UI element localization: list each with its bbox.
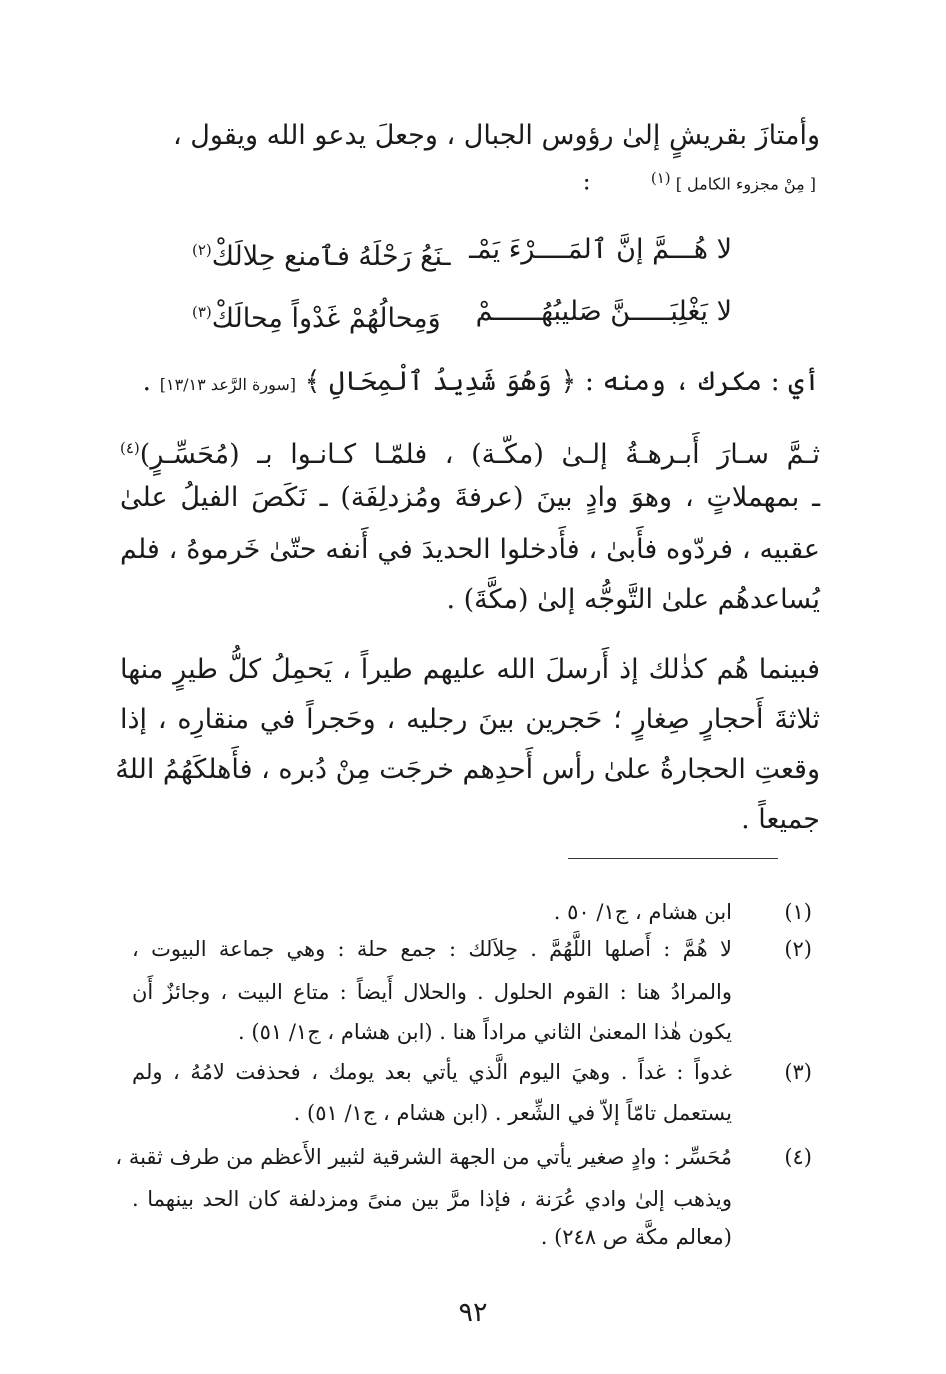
footnote-divider [568, 858, 778, 859]
footnote-ref-4: (٤) [120, 439, 140, 457]
footnote-number: (٢) [784, 937, 812, 961]
intro-line: وأمتازَ بقريشٍ إلىٰ رؤوس الجبال ، وجعلَ يدعو الله ويقول ، [173, 120, 820, 151]
gloss-text: أي : مكرك ، ومنه : [584, 366, 820, 397]
footnote-2-line: والمرادُ هنا : القوم الحلول . والحلال أَيضاً : متاع البيت ، وجائزٌ أَن [132, 980, 732, 1004]
verse-1 [192, 228, 732, 272]
footnote-2-line: يكون هٰذا المعنىٰ الثاني مراداً هنا . (ابن هشام ، ج١/ ٥١) . [238, 1020, 732, 1044]
paragraph-2-line: وقعتِ الحجارةُ علىٰ رأس أَحدِهم خرجَت مِنْ دُبره ، فأَهلكَهُمُ اللهُ [115, 754, 820, 785]
paragraph-2-line: فبينما هُم كذٰلك إذ أَرسلَ الله عليهم طيراً ، يَحمِلُ كلُّ طيرٍ منها [120, 654, 820, 685]
footnote-4-line: (معالم مكَّة ص ٢٤٨) . [540, 1225, 732, 1249]
footnote-1-line: ابن هشام ، ج١/ ٥٠ . [553, 900, 732, 924]
meter-note [583, 168, 816, 194]
footnote-3-line: يستعمل تامّاً إلاّ في الشِّعر . (ابن هشام ، ج١/ ٥١) . [293, 1101, 732, 1125]
gloss-end: . [142, 366, 152, 397]
footnote-3-line: غدواً : غداً . وهيَ اليوم الَّذي يأتي بعد يومك ، فحذفت لامُهُ ، ولم [132, 1060, 732, 1084]
paragraph-1-line: ثـمَّ سـارَ أَبـرهـةُ إلـىٰ (مكّـة) ، فلمّـا كـانـوا بـ (مُحَسِّـرٍ)$^{(٤)}$ [120, 439, 820, 470]
footnote-ref-2: (٢) [192, 241, 212, 259]
gloss-line [143, 362, 820, 405]
verse-2 [192, 290, 732, 334]
footnote-number: (٣) [784, 1060, 812, 1084]
footnote-ref-1: (١) [650, 169, 671, 187]
verse-1-second-hemistich: ـنَعُ رَحْلَهُ فٱمنع حِلالَكْ$^{(٢)}$ [192, 241, 451, 272]
footnote-number: (٤) [784, 1145, 812, 1169]
footnote-4-line: ويذهب إلىٰ وادي عُرَنة ، فإذا مرَّ بين منىً ومزدلفة كان الحد بينهما . [132, 1187, 732, 1211]
paragraph-1-line: عقبيه ، فردّوه فأَبىٰ ، فأَدخلوا الحديدَ في أَنفه حتّىٰ خَرموهُ ، فلم [120, 534, 820, 565]
paragraph-2-line: جميعاً . [741, 804, 820, 835]
paragraph-1-line: يُساعدهُم علىٰ التَّوجُّه إلىٰ (مكَّةَ) . [446, 584, 820, 615]
verse-1-first-hemistich: لا هُـــمَّ إنَّ ٱلمَــــرْءَ يَمْـ [469, 234, 732, 265]
colon: : [582, 167, 591, 196]
page-number: ٩٢ [458, 1297, 488, 1328]
footnote-2-line: لا هُمَّ : أَصلها اللَّهُمَّ . حِلاَلك : جمع حلة : وهي جماعة البيوت ، [132, 937, 732, 961]
paragraph-2-line: ثلاثةَ أَحجارٍ صِغارٍ ؛ حَجرين بينَ رجليه ، وحَجراً في منقارِه ، إذا [120, 704, 820, 735]
meter-label: [ مِنْ مجزوء الكامل ] [675, 174, 816, 194]
verse-2-first-hemistich: لا يَغْلِبَـــــنَّ صَليبُهُــــــمْ [475, 296, 732, 327]
paragraph-1-line: ـ بمهملاتٍ ، وهوَ وادٍ بينَ (عرفةَ ومُزدلِفَة) ـ نَكَصَ الفيلُ علىٰ [120, 482, 820, 513]
footnote-4-line: مُحَسِّر : وادٍ صغير يأتي من الجهة الشرقية لثبير الأَعظم من طرف ثقبة ، [115, 1145, 732, 1169]
footnote-number: (١) [784, 900, 812, 924]
verse-2-second-hemistich: وَمِحالُهُمْ غَدْواً مِحالَكْ$^{(٣)}$ [192, 303, 441, 334]
quran-quote: ﴿ وَهُوَ شَدِيدُ ٱلْمِحَالِ ﴾ [304, 366, 577, 397]
quran-source: [سورة الرَّعد ١٣/١٣] [159, 375, 297, 394]
footnote-ref-3: (٣) [192, 303, 212, 321]
